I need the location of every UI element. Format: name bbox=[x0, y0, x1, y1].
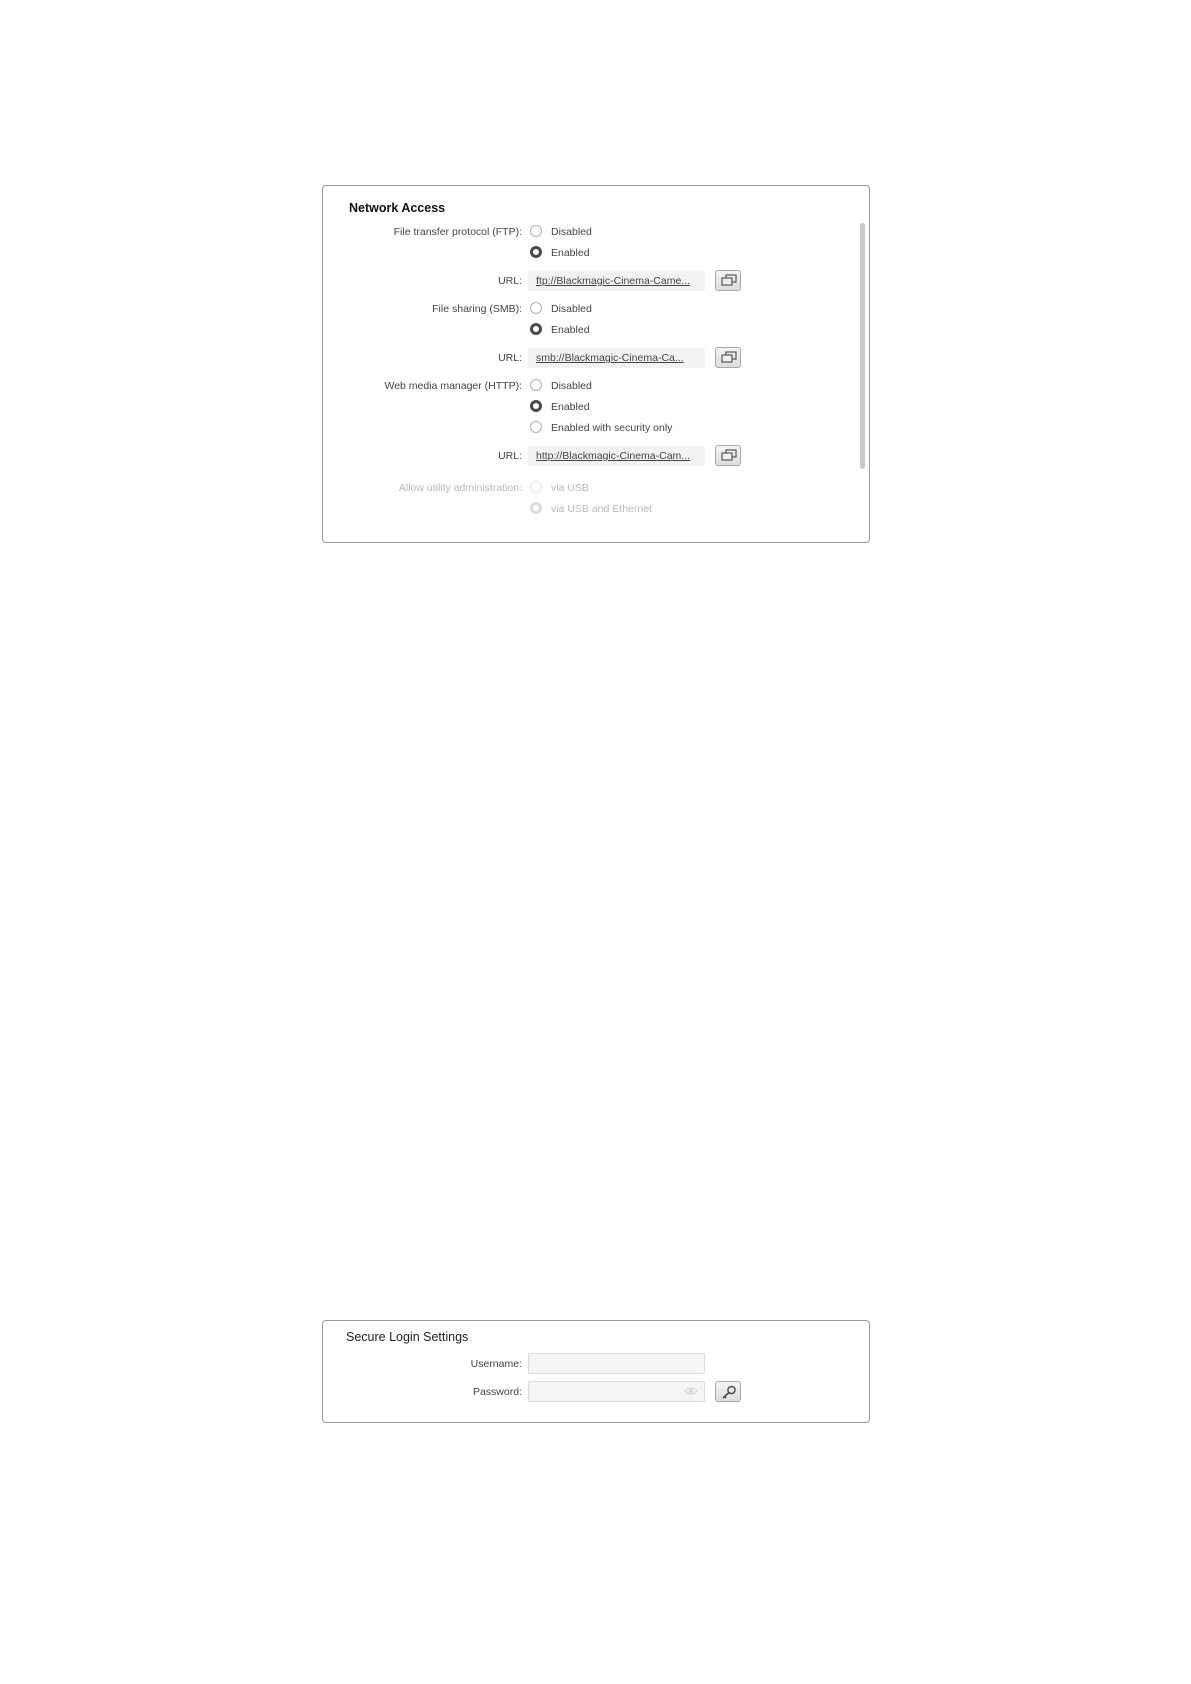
utility-usb-radio bbox=[530, 481, 542, 493]
password-row bbox=[323, 1383, 869, 1401]
smb-copy-url-button[interactable] bbox=[715, 347, 741, 368]
smb-enabled-radio[interactable] bbox=[530, 323, 542, 335]
smb-url-row bbox=[323, 349, 869, 367]
copy-icon bbox=[721, 351, 737, 364]
ftp-url-link[interactable]: ftp://Blackmagic-Cinema-Came... bbox=[528, 271, 705, 291]
ftp-disabled-label[interactable]: Disabled bbox=[551, 226, 592, 238]
ftp-enabled-label[interactable]: Enabled bbox=[551, 247, 590, 259]
copy-icon bbox=[721, 449, 737, 462]
http-enabled-radio[interactable] bbox=[530, 400, 542, 412]
utility-usb-row bbox=[323, 479, 869, 497]
smb-enabled-label[interactable]: Enabled bbox=[551, 324, 590, 336]
http-disabled-label[interactable]: Disabled bbox=[551, 380, 592, 392]
http-enabled-label[interactable]: Enabled bbox=[551, 401, 590, 413]
http-url-link[interactable]: http://Blackmagic-Cinema-Cam... bbox=[528, 446, 705, 466]
http-enabled-row bbox=[323, 398, 869, 416]
smb-disabled-label[interactable]: Disabled bbox=[551, 303, 592, 315]
smb-disabled-row bbox=[323, 300, 869, 318]
utility-usb-ethernet-radio bbox=[530, 502, 542, 514]
password-field[interactable] bbox=[528, 1381, 705, 1402]
secure-login-panel bbox=[322, 1320, 870, 1423]
username-row bbox=[323, 1355, 869, 1373]
secure-login-title: Secure Login Settings bbox=[346, 1330, 469, 1344]
smb-url-link[interactable]: smb://Blackmagic-Cinema-Ca... bbox=[528, 348, 705, 368]
ftp-disabled-row bbox=[323, 223, 869, 241]
ftp-copy-url-button[interactable] bbox=[715, 270, 741, 291]
password-label: Password: bbox=[472, 1386, 522, 1398]
ftp-enabled-radio[interactable] bbox=[530, 246, 542, 258]
http-label: Web media manager (HTTP): bbox=[384, 380, 522, 392]
smb-label: File sharing (SMB): bbox=[432, 303, 522, 315]
http-copy-url-button[interactable] bbox=[715, 445, 741, 466]
set-password-button[interactable] bbox=[715, 1381, 741, 1402]
eye-icon[interactable] bbox=[684, 1386, 698, 1396]
http-secure-only-radio[interactable] bbox=[530, 421, 542, 433]
ftp-enabled-row bbox=[323, 244, 869, 262]
http-disabled-radio[interactable] bbox=[530, 379, 542, 391]
smb-url-label: URL: bbox=[498, 352, 522, 364]
copy-icon bbox=[721, 274, 737, 287]
key-icon bbox=[721, 1385, 737, 1399]
smb-disabled-radio[interactable] bbox=[530, 302, 542, 314]
utility-usb-ethernet-row bbox=[323, 500, 869, 518]
network-access-title: Network Access bbox=[349, 201, 446, 215]
http-secure-row bbox=[323, 419, 869, 437]
utility-usb-ethernet-label: via USB and Ethernet bbox=[551, 503, 652, 515]
ftp-label: File transfer protocol (FTP): bbox=[393, 226, 522, 238]
http-secure-only-label[interactable]: Enabled with security only bbox=[551, 422, 673, 434]
utility-admin-label: Allow utility administration: bbox=[398, 482, 522, 494]
smb-enabled-row bbox=[323, 321, 869, 339]
utility-usb-label: via USB bbox=[551, 482, 589, 494]
username-field[interactable] bbox=[528, 1353, 705, 1374]
scrollbar[interactable] bbox=[860, 223, 865, 469]
network-access-panel bbox=[322, 185, 870, 543]
http-url-label: URL: bbox=[498, 450, 522, 462]
ftp-url-label: URL: bbox=[498, 275, 522, 287]
username-label: Username: bbox=[470, 1358, 522, 1370]
ftp-url-row bbox=[323, 272, 869, 290]
http-url-row bbox=[323, 447, 869, 465]
ftp-disabled-radio[interactable] bbox=[530, 225, 542, 237]
http-disabled-row bbox=[323, 377, 869, 395]
